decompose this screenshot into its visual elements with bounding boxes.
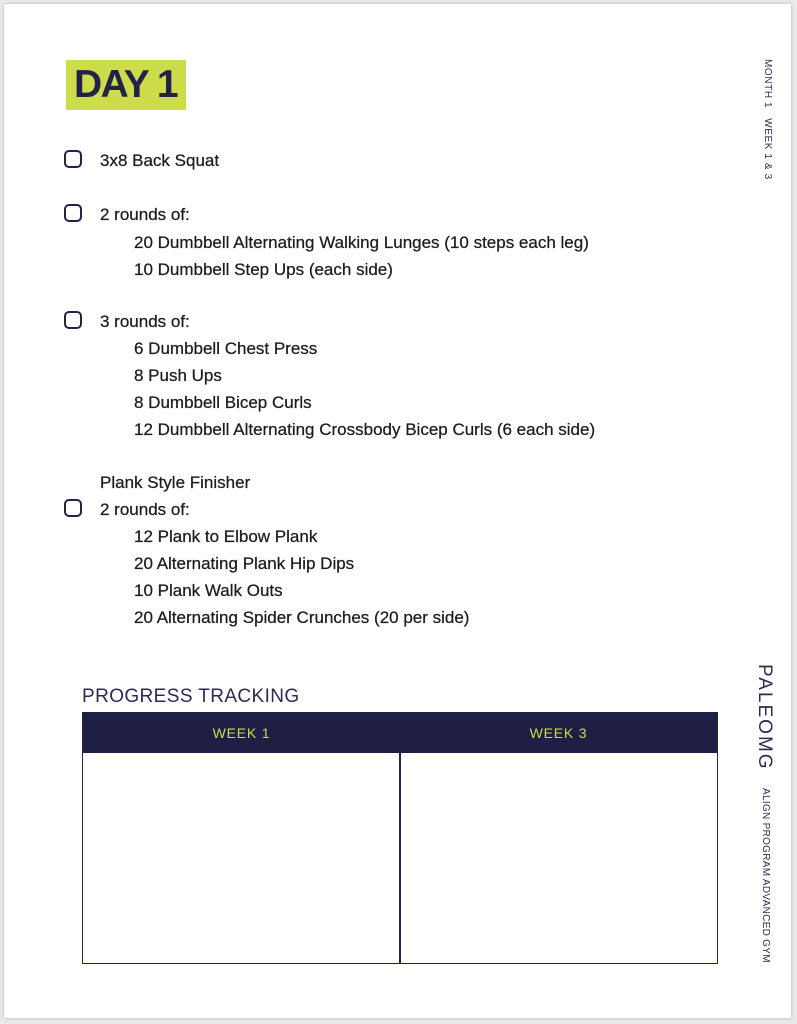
progress-table-header [83, 713, 717, 753]
brand-subtitle: ALIGN PROGRAM ADVANCED GYM [760, 788, 771, 963]
workout-page [4, 4, 791, 1018]
workout-1-checkbox[interactable] [64, 150, 82, 168]
workout-4-item: 10 Plank Walk Outs [134, 581, 283, 600]
workout-3-heading: 3 rounds of: [100, 312, 190, 331]
day-title: DAY 1 [74, 63, 178, 106]
workout-4-item: 20 Alternating Spider Crunches (20 per side) [134, 608, 470, 627]
workout-2-item: 20 Dumbbell Alternating Walking Lunges (10 steps each leg) [134, 233, 589, 252]
workout-1-heading: 3x8 Back Squat [100, 151, 220, 170]
finisher-title: Plank Style Finisher [100, 473, 251, 492]
week-label: WEEK 1 & 3 [762, 118, 773, 180]
month-label: MONTH 1 [762, 59, 773, 109]
workout-4-checkbox[interactable] [64, 499, 82, 517]
week-3-notes-cell[interactable] [401, 753, 716, 963]
workout-2-checkbox[interactable] [64, 204, 82, 222]
workout-4-heading: 2 rounds of: [100, 500, 190, 519]
week-1-column-header: WEEK 1 [212, 725, 271, 741]
workout-4-item: 12 Plank to Elbow Plank [134, 527, 318, 546]
workout-3-item: 8 Dumbbell Bicep Curls [134, 393, 312, 412]
workout-4-item: 20 Alternating Plank Hip Dips [134, 554, 355, 573]
workout-2-heading: 2 rounds of: [100, 205, 190, 224]
workout-3-item: 6 Dumbbell Chest Press [134, 339, 318, 358]
brand-logo: PALEOMG [754, 664, 775, 771]
month-week-label [762, 59, 773, 190]
workout-3-item: 12 Dumbbell Alternating Crossbody Bicep Curls (6 each side) [134, 420, 596, 439]
progress-tracking-title: PROGRESS TRACKING [82, 686, 300, 707]
week-3-column-header: WEEK 3 [529, 725, 588, 741]
workout-2-item: 10 Dumbbell Step Ups (each side) [134, 260, 393, 279]
week-1-notes-cell[interactable] [83, 753, 399, 963]
workout-3-item: 8 Push Ups [134, 366, 222, 385]
progress-table [82, 712, 718, 964]
workout-3-checkbox[interactable] [64, 311, 82, 329]
